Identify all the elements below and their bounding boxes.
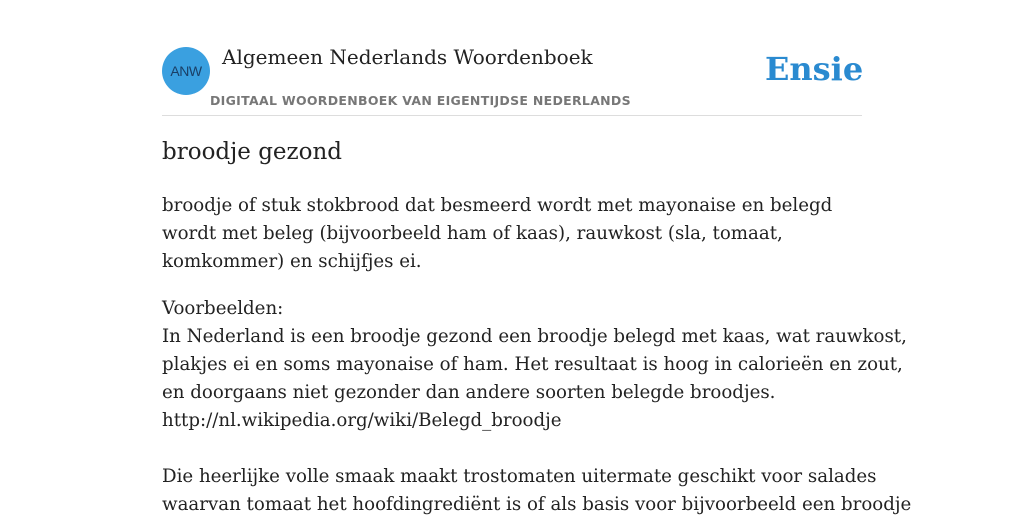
entry-headword: broodje gezond xyxy=(162,139,343,165)
example-line: plakjes ei en soms mayonaise of ham. Het resultaat is hoog in calorieën en zout, xyxy=(162,354,903,375)
example-line: en doorgaans niet gezonder dan andere soorten belegde broodjes. xyxy=(162,382,776,403)
ensie-brand-logo[interactable]: Ensie xyxy=(765,50,864,88)
entry-definition: broodje of stuk stokbrood dat besmeerd wordt met mayonaise en belegd wordt met beleg (bijvoorbeeld ham of kaas), rauwkost (sla, tomaat, komkommer) en schijfjes ei. xyxy=(162,195,833,272)
example-line: In Nederland is een broodje gezond een broodje belegd met kaas, wat rauwkost, xyxy=(162,326,907,347)
example-source: http://nl.wikipedia.org/wiki/Belegd_broodje xyxy=(162,410,562,431)
examples-block xyxy=(162,295,912,519)
example-line: waarvan tomaat het hoofdingrediënt is of als basis voor bijvoorbeeld een broodje xyxy=(162,494,912,515)
site-title[interactable]: Algemeen Nederlands Woordenboek xyxy=(222,45,593,69)
entry-content xyxy=(162,192,912,519)
anw-logo[interactable] xyxy=(162,47,210,95)
site-subtitle: DIGITAAL WOORDENBOEK VAN EIGENTIJDSE NEDERLANDS xyxy=(210,93,631,108)
example-line: Die heerlijke volle smaak maakt trostomaten uitermate geschikt voor salades xyxy=(162,466,877,487)
logo-text: ANW xyxy=(170,63,202,79)
examples-label: Voorbeelden: xyxy=(162,298,284,319)
spacer xyxy=(162,435,862,463)
header-divider xyxy=(162,115,862,116)
